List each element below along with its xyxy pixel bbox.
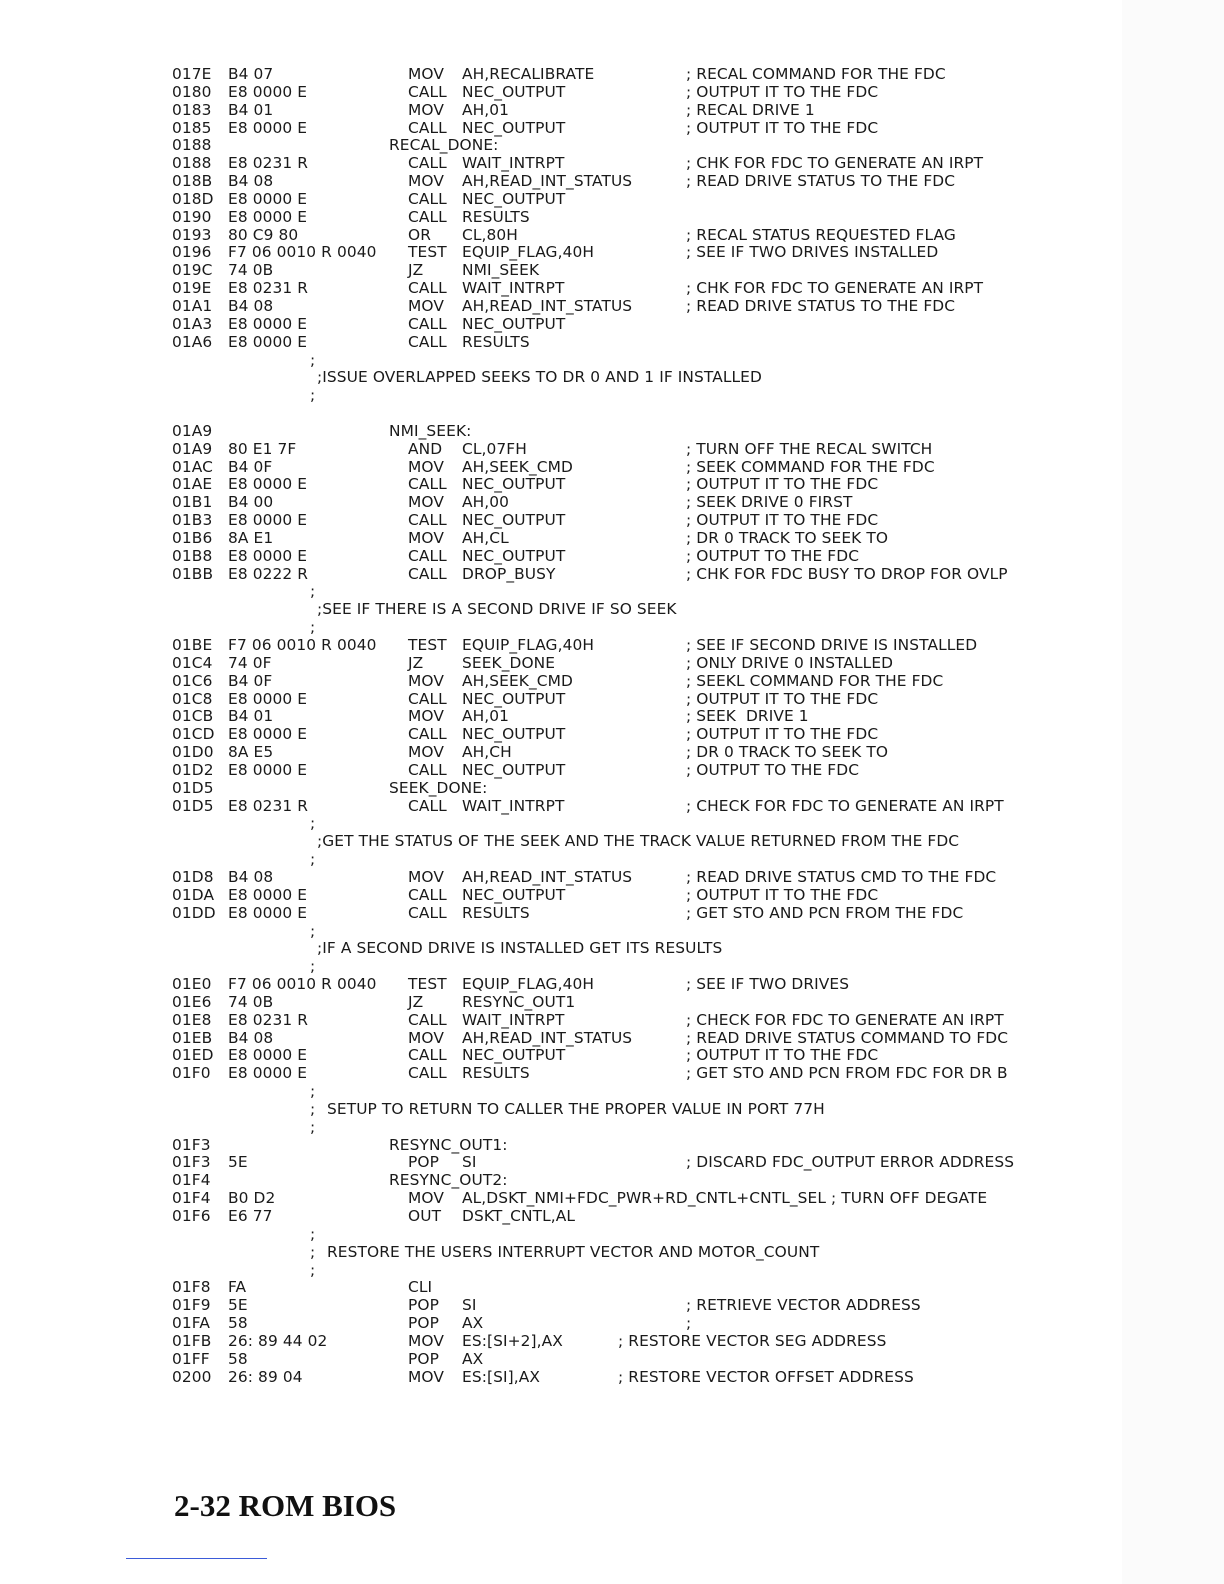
operand: RESYNC_OUT1 [462, 992, 576, 1011]
operand: AH,00 [462, 493, 510, 512]
address: 01B8 [172, 546, 213, 565]
address: 0185 [172, 118, 212, 137]
operand: AH,01 [462, 707, 510, 726]
footer-underline [126, 1558, 267, 1559]
machine-code: E8 0000 E [228, 189, 308, 208]
address: 01E8 [172, 1010, 212, 1029]
machine-code: F7 06 0010 R 0040 [228, 636, 377, 654]
operand: NEC_OUTPUT [462, 885, 566, 904]
semicolon: ; [310, 618, 316, 637]
operand: SEEK_DONE [462, 653, 556, 672]
mnemonic: MOV [408, 1367, 444, 1386]
machine-code: B4 01 [228, 100, 274, 119]
operand: AH,SEEK_CMD [462, 457, 573, 476]
address: 01A6 [172, 332, 213, 351]
semicolon: ; [310, 350, 316, 369]
operand: RESULTS [462, 903, 530, 922]
operand: NEC_OUTPUT [462, 118, 566, 137]
address: 01E6 [172, 992, 212, 1011]
semicolon: ; [310, 386, 316, 405]
address: 01D0 [172, 743, 214, 762]
operand: NEC_OUTPUT [462, 546, 566, 565]
mnemonic: JZ [408, 261, 424, 280]
operand: AH,SEEK_CMD [462, 671, 573, 690]
machine-code: E8 0000 E [228, 1064, 308, 1083]
mnemonic: MOV [408, 493, 444, 512]
mnemonic: CALL [408, 118, 447, 137]
operand: AH,READ_INT_STATUS [462, 296, 633, 315]
machine-code: E8 0231 R [228, 154, 309, 173]
operand: AH,READ_INT_STATUS [462, 172, 633, 191]
address: 0188 [172, 136, 212, 155]
address: 0196 [172, 243, 212, 262]
page-margin-shade [1122, 0, 1224, 1584]
comment: ; TURN OFF THE RECAL SWITCH [686, 439, 933, 458]
mnemonic: POP [408, 1153, 439, 1172]
operand: EQUIP_FLAG,40H [462, 636, 595, 654]
operand: EQUIP_FLAG,40H [462, 243, 595, 262]
machine-code: E8 0000 E [228, 885, 308, 904]
comment: ; READ DRIVE STATUS TO THE FDC [686, 296, 956, 315]
address: 01A3 [172, 314, 213, 333]
address: 01BE [172, 636, 213, 654]
address: 01AE [172, 475, 213, 494]
machine-code: B4 08 [228, 172, 274, 191]
mnemonic: CALL [408, 1064, 447, 1083]
operand: WAIT_INTRPT [462, 154, 565, 173]
machine-code: E8 0000 E [228, 118, 308, 137]
comment: ; OUTPUT TO THE FDC [686, 760, 860, 779]
mnemonic: JZ [408, 992, 424, 1011]
comment: ; OUTPUT IT TO THE FDC [686, 82, 879, 101]
mnemonic: TEST [408, 975, 447, 994]
comment: ; SEEK COMMAND FOR THE FDC [686, 457, 935, 476]
address: 01F9 [172, 1296, 211, 1315]
operand: SI [462, 1153, 477, 1172]
mnemonic: CALL [408, 1046, 447, 1065]
machine-code: 5E [228, 1296, 248, 1315]
operand: NMI_SEEK [462, 261, 540, 280]
comment: ; READ DRIVE STATUS COMMAND TO FDC [686, 1028, 1009, 1047]
operand: NEC_OUTPUT [462, 314, 566, 333]
address: 01EB [172, 1028, 213, 1047]
address: 01F4 [172, 1171, 211, 1190]
address: 01F6 [172, 1207, 211, 1225]
address: 01DD [172, 903, 216, 922]
comment: ; SEEKL COMMAND FOR THE FDC [686, 671, 944, 690]
address: 018B [172, 172, 213, 191]
semicolon: ; [310, 850, 316, 869]
operand: AH,CL [462, 528, 509, 547]
mnemonic: CALL [408, 207, 447, 226]
operand: CL,07FH [462, 439, 527, 458]
machine-code: E8 0222 R [228, 564, 309, 583]
semicolon: ; [310, 1117, 316, 1136]
machine-code: 8A E1 [228, 528, 274, 547]
machine-code: E8 0000 E [228, 207, 308, 226]
comment: ; SEE IF TWO DRIVES INSTALLED [686, 243, 939, 262]
mnemonic: MOV [408, 1331, 444, 1350]
comment: ; OUTPUT TO THE FDC [686, 546, 860, 565]
address: 01C4 [172, 653, 213, 672]
operand: RESULTS [462, 207, 530, 226]
comment: ; CHECK FOR FDC TO GENERATE AN IRPT [686, 796, 1004, 815]
block-comment-text: ;ISSUE OVERLAPPED SEEKS TO DR 0 AND 1 IF INSTALLED [317, 368, 762, 387]
machine-code: B4 0F [228, 457, 273, 476]
address: 01C8 [172, 689, 213, 708]
mnemonic: TEST [408, 636, 447, 654]
address: 01D5 [172, 796, 214, 815]
machine-code: E8 0231 R [228, 279, 309, 298]
address: 01B3 [172, 511, 213, 530]
mnemonic: CALL [408, 885, 447, 904]
mnemonic: MOV [408, 867, 444, 886]
machine-code: E8 0000 E [228, 903, 308, 922]
operand: WAIT_INTRPT [462, 796, 565, 815]
machine-code: B4 08 [228, 296, 274, 315]
address: 0193 [172, 225, 212, 244]
machine-code: F7 06 0010 R 0040 [228, 243, 377, 262]
mnemonic: CLI [408, 1278, 433, 1297]
mnemonic: CALL [408, 689, 447, 708]
comment: ; SEE IF SECOND DRIVE IS INSTALLED [686, 636, 978, 654]
semicolon: ; [310, 1260, 316, 1279]
address: 01D5 [172, 778, 214, 797]
mnemonic: MOV [408, 707, 444, 726]
machine-code: E8 0231 R [228, 1010, 309, 1029]
mnemonic: CALL [408, 760, 447, 779]
code-label: RESYNC_OUT2: [389, 1171, 508, 1190]
comment: ; OUTPUT IT TO THE FDC [686, 689, 879, 708]
operand: AH,CH [462, 743, 512, 762]
address: 01C6 [172, 671, 213, 690]
mnemonic: JZ [408, 653, 424, 672]
comment: ; SEEK DRIVE 1 [686, 707, 809, 726]
machine-code: B4 00 [228, 493, 274, 512]
machine-code: B4 0F [228, 671, 273, 690]
machine-code: E8 0000 E [228, 82, 308, 101]
address: 01E0 [172, 975, 212, 994]
mnemonic: MOV [408, 172, 444, 191]
operand: AH,01 [462, 100, 510, 119]
operand: RESULTS [462, 1064, 530, 1083]
address: 01A9 [172, 421, 213, 440]
mnemonic: MOV [408, 65, 444, 83]
operand: RESULTS [462, 332, 530, 351]
operand: AH,READ_INT_STATUS [462, 867, 633, 886]
mnemonic: MOV [408, 100, 444, 119]
address: 01F3 [172, 1135, 211, 1154]
semicolon: ; [310, 957, 316, 976]
address: 01B6 [172, 528, 213, 547]
comment: ; OUTPUT IT TO THE FDC [686, 725, 879, 744]
operand: EQUIP_FLAG,40H [462, 975, 595, 994]
operand: AH,RECALIBRATE [462, 65, 595, 83]
operand: NEC_OUTPUT [462, 82, 566, 101]
address: 019E [172, 279, 212, 298]
comment: ; OUTPUT IT TO THE FDC [686, 511, 879, 530]
operand: NEC_OUTPUT [462, 689, 566, 708]
mnemonic: MOV [408, 296, 444, 315]
address: 01D2 [172, 760, 214, 779]
comment: ; RETRIEVE VECTOR ADDRESS [686, 1296, 921, 1315]
mnemonic: CALL [408, 332, 447, 351]
machine-code: B4 07 [228, 65, 274, 83]
mnemonic: CALL [408, 511, 447, 530]
address: 01F4 [172, 1189, 211, 1208]
comment: ; DISCARD FDC_OUTPUT ERROR ADDRESS [686, 1153, 1015, 1172]
comment: ; GET STO AND PCN FROM THE FDC [686, 903, 964, 922]
address: 0200 [172, 1367, 212, 1386]
machine-code: 26: 89 44 02 [228, 1331, 328, 1350]
operand: DSKT_CNTL,AL [462, 1207, 576, 1225]
mnemonic: CALL [408, 564, 447, 583]
operand: NEC_OUTPUT [462, 189, 566, 208]
operand: SI [462, 1296, 477, 1315]
block-comment-text: RESTORE THE USERS INTERRUPT VECTOR AND MOTOR_COUNT [327, 1242, 820, 1261]
machine-code: B4 08 [228, 1028, 274, 1047]
address: 0183 [172, 100, 212, 119]
mnemonic: MOV [408, 1028, 444, 1047]
semicolon: ; [310, 814, 316, 833]
comment: ; RESTORE VECTOR OFFSET ADDRESS [618, 1367, 914, 1386]
comment: ; READ DRIVE STATUS TO THE FDC [686, 172, 956, 191]
mnemonic: CALL [408, 725, 447, 744]
address: 018D [172, 189, 214, 208]
comment: ; CHK FOR FDC TO GENERATE AN IRPT [686, 279, 984, 298]
block-comment-text: ;IF A SECOND DRIVE IS INSTALLED GET ITS RESULTS [317, 939, 723, 958]
machine-code: E8 0000 E [228, 725, 308, 744]
machine-code: 8A E5 [228, 743, 274, 762]
address: 01FF [172, 1349, 210, 1368]
mnemonic: MOV [408, 1189, 444, 1208]
address: 01D8 [172, 867, 214, 886]
address: 01A9 [172, 439, 213, 458]
address: 01F3 [172, 1153, 211, 1172]
machine-code: FA [228, 1278, 247, 1297]
machine-code: E6 77 [228, 1207, 273, 1225]
address: 01B1 [172, 493, 213, 512]
address: 01F0 [172, 1064, 211, 1083]
machine-code: 80 C9 80 [228, 225, 299, 244]
machine-code: 26: 89 04 [228, 1367, 303, 1386]
operand: WAIT_INTRPT [462, 1010, 565, 1029]
machine-code: E8 0231 R [228, 796, 309, 815]
mnemonic: CALL [408, 796, 447, 815]
machine-code: F7 06 0010 R 0040 [228, 975, 377, 994]
mnemonic: OR [408, 225, 432, 244]
operand: ES:[SI],AX [462, 1367, 540, 1386]
comment: ; OUTPUT IT TO THE FDC [686, 118, 879, 137]
address: 01BB [172, 564, 214, 583]
mnemonic: CALL [408, 82, 447, 101]
comment: ; GET STO AND PCN FROM FDC FOR DR B [686, 1064, 1008, 1083]
comment: ; CHK FOR FDC BUSY TO DROP FOR OVLP [686, 564, 1008, 583]
mnemonic: CALL [408, 903, 447, 922]
machine-code: E8 0000 E [228, 1046, 308, 1065]
address: 01CD [172, 725, 215, 744]
machine-code: E8 0000 E [228, 475, 308, 494]
comment: ; DR 0 TRACK TO SEEK TO [686, 743, 889, 762]
semicolon: ; [310, 582, 316, 601]
machine-code: 5E [228, 1153, 248, 1172]
mnemonic: AND [408, 439, 443, 458]
operand: AL,DSKT_NMI+FDC_PWR+RD_CNTL+CNTL_SEL ; TURN OFF DEGATE [462, 1189, 988, 1208]
address: 019C [172, 261, 213, 280]
block-comment-text: SETUP TO RETURN TO CALLER THE PROPER VALUE IN PORT 77H [327, 1099, 825, 1118]
machine-code: 74 0B [228, 261, 274, 280]
comment: ; DR 0 TRACK TO SEEK TO [686, 528, 889, 547]
address: 01FA [172, 1314, 210, 1333]
address: 01DA [172, 885, 215, 904]
address: 0180 [172, 82, 212, 101]
operand: CL,80H [462, 225, 518, 244]
comment: ; SEEK DRIVE 0 FIRST [686, 493, 853, 512]
address: 017E [172, 65, 212, 83]
comment: ; OUTPUT IT TO THE FDC [686, 885, 879, 904]
address: 01AC [172, 457, 213, 476]
machine-code: B4 01 [228, 707, 274, 726]
mnemonic: CALL [408, 1010, 447, 1029]
operand: NEC_OUTPUT [462, 511, 566, 530]
mnemonic: MOV [408, 743, 444, 762]
mnemonic: CALL [408, 189, 447, 208]
semicolon: ; [310, 1242, 316, 1261]
address: 01FB [172, 1331, 212, 1350]
mnemonic: CALL [408, 546, 447, 565]
mnemonic: MOV [408, 671, 444, 690]
mnemonic: TEST [408, 243, 447, 262]
address: 01A1 [172, 296, 213, 315]
machine-code: E8 0000 E [228, 689, 308, 708]
machine-code: 74 0F [228, 653, 272, 672]
mnemonic: MOV [408, 457, 444, 476]
machine-code: E8 0000 E [228, 511, 308, 530]
block-comment-text: ;GET THE STATUS OF THE SEEK AND THE TRACK VALUE RETURNED FROM THE FDC [317, 832, 960, 851]
machine-code: E8 0000 E [228, 546, 308, 565]
code-label: NMI_SEEK: [389, 421, 472, 440]
machine-code: E8 0000 E [228, 314, 308, 333]
mnemonic: POP [408, 1296, 439, 1315]
comment: ; OUTPUT IT TO THE FDC [686, 1046, 879, 1065]
mnemonic: POP [408, 1349, 439, 1368]
operand: NEC_OUTPUT [462, 475, 566, 494]
machine-code: B0 D2 [228, 1189, 276, 1208]
semicolon: ; [310, 1224, 316, 1243]
semicolon: ; [310, 921, 316, 940]
comment: ; RECAL STATUS REQUESTED FLAG [686, 225, 956, 244]
comment: ; READ DRIVE STATUS CMD TO THE FDC [686, 867, 997, 886]
semicolon: ; [310, 1099, 316, 1118]
address: 01F8 [172, 1278, 211, 1297]
code-label: RESYNC_OUT1: [389, 1135, 508, 1154]
address: 01CB [172, 707, 214, 726]
operand: NEC_OUTPUT [462, 725, 566, 744]
semicolon: ; [310, 1082, 316, 1101]
comment: ; [686, 1314, 692, 1333]
operand: AX [462, 1314, 484, 1333]
code-label: SEEK_DONE: [389, 778, 488, 797]
comment: ; RECAL COMMAND FOR THE FDC [686, 65, 946, 83]
mnemonic: CALL [408, 475, 447, 494]
block-comment-text: ;SEE IF THERE IS A SECOND DRIVE IF SO SEEK [317, 600, 677, 619]
address: 0188 [172, 154, 212, 173]
machine-code: 74 0B [228, 992, 274, 1011]
mnemonic: OUT [408, 1207, 442, 1225]
mnemonic: CALL [408, 314, 447, 333]
mnemonic: CALL [408, 279, 447, 298]
operand: NEC_OUTPUT [462, 760, 566, 779]
operand: ES:[SI+2],AX [462, 1331, 563, 1350]
machine-code: E8 0000 E [228, 332, 308, 351]
comment: ; SEE IF TWO DRIVES [686, 975, 850, 994]
machine-code: 80 E1 7F [228, 439, 297, 458]
mnemonic: MOV [408, 528, 444, 547]
code-label: RECAL_DONE: [389, 136, 499, 155]
operand: DROP_BUSY [462, 564, 556, 583]
comment: ; OUTPUT IT TO THE FDC [686, 475, 879, 494]
comment: ; RECAL DRIVE 1 [686, 100, 815, 119]
comment: ; CHK FOR FDC TO GENERATE AN IRPT [686, 154, 984, 173]
comment: ; RESTORE VECTOR SEG ADDRESS [618, 1331, 887, 1350]
mnemonic: POP [408, 1314, 439, 1333]
machine-code: 58 [228, 1314, 248, 1333]
machine-code: B4 08 [228, 867, 274, 886]
machine-code: 58 [228, 1349, 248, 1368]
mnemonic: CALL [408, 154, 447, 173]
machine-code: E8 0000 E [228, 760, 308, 779]
comment: ; CHECK FOR FDC TO GENERATE AN IRPT [686, 1010, 1004, 1029]
comment: ; ONLY DRIVE 0 INSTALLED [686, 653, 894, 672]
address: 0190 [172, 207, 212, 226]
operand: AH,READ_INT_STATUS [462, 1028, 633, 1047]
operand: WAIT_INTRPT [462, 279, 565, 298]
page-footer: 2-32 ROM BIOS [174, 1488, 397, 1523]
operand: NEC_OUTPUT [462, 1046, 566, 1065]
address: 01ED [172, 1046, 214, 1065]
operand: AX [462, 1349, 484, 1368]
